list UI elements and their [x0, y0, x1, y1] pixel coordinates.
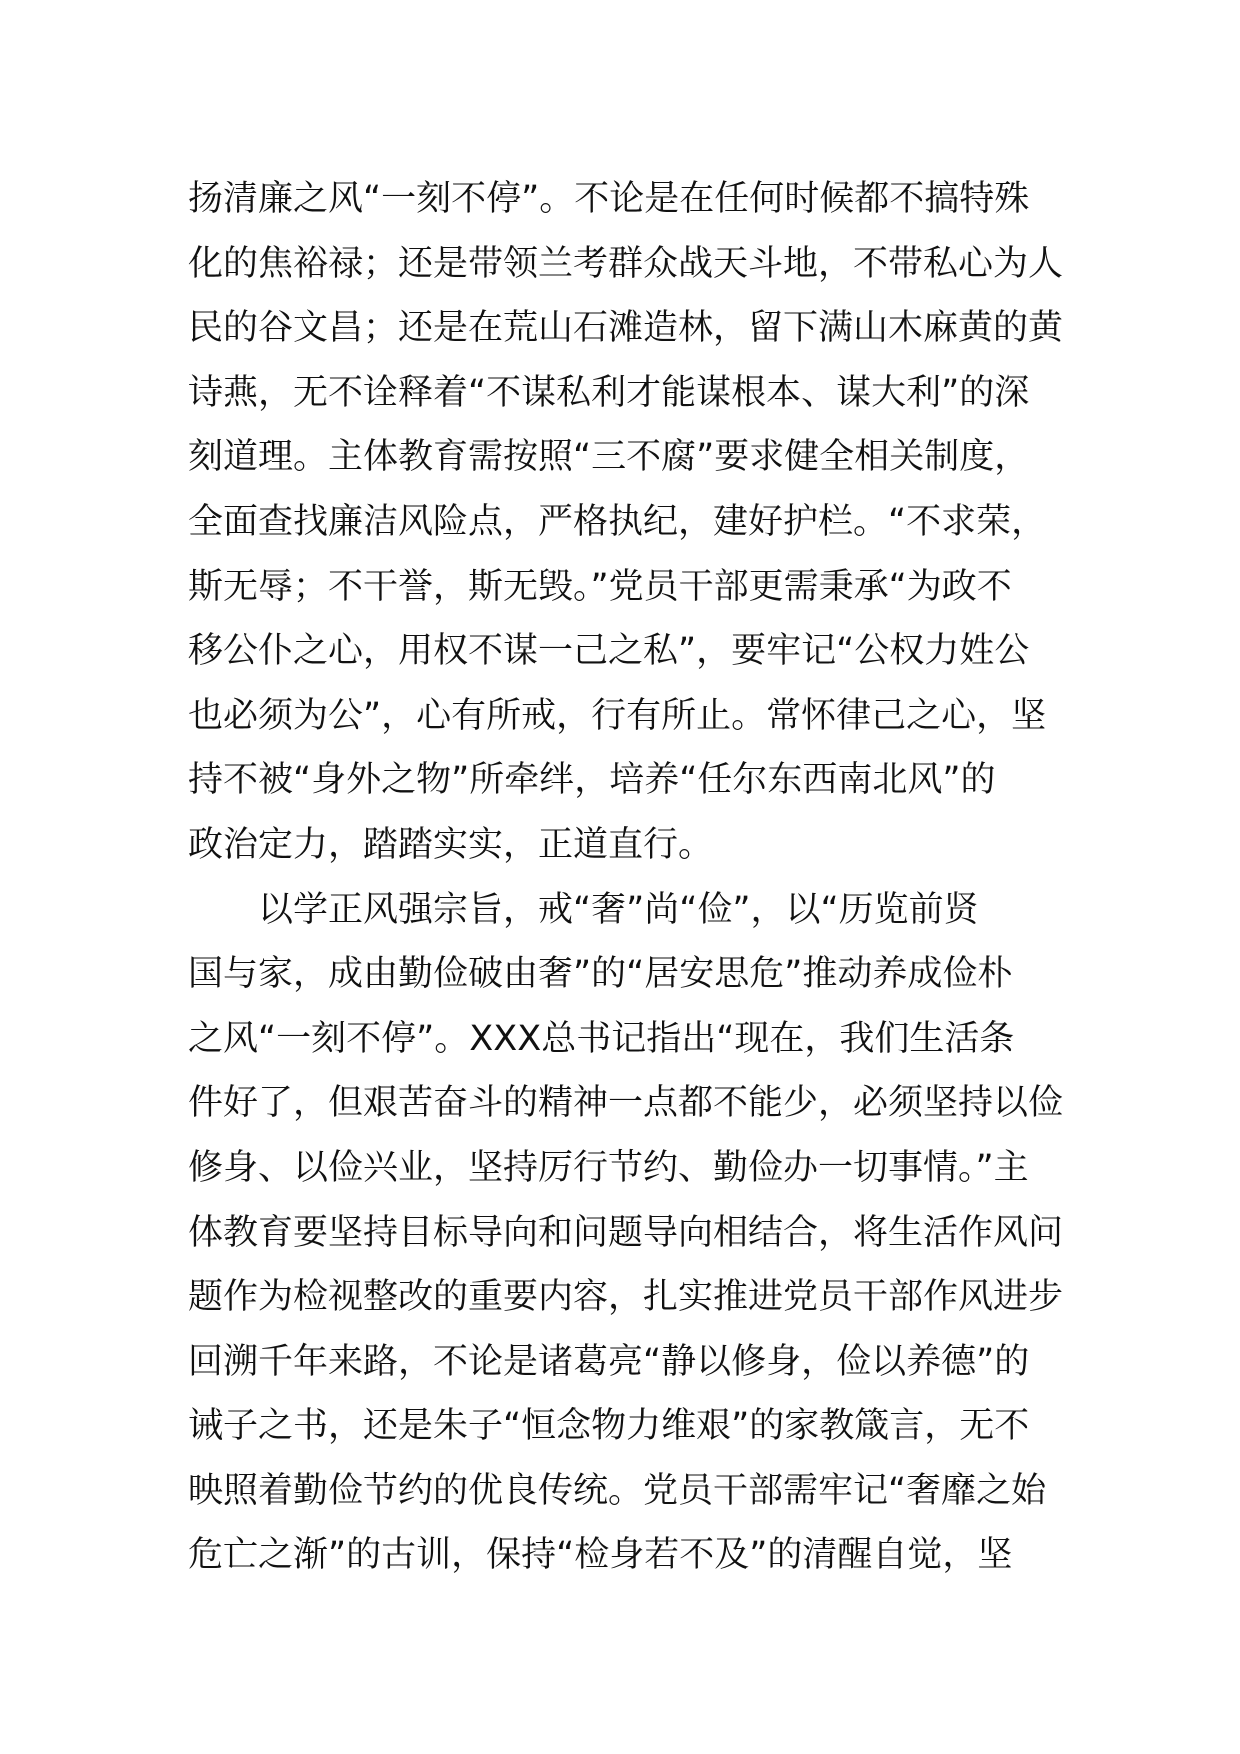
- body-text: [188, 167, 1064, 1588]
- text-line: 映照着勤俭节约的优良传统。党员干部需牢记“奢靡之始: [188, 1470, 1047, 1511]
- text-line: 体教育要坚持目标导向和问题导向相结合，将生活作风问: [188, 1212, 1064, 1253]
- text-line: 扬清廉之风“一刻不停”。不论是在任何时候都不搞特殊: [188, 179, 1030, 219]
- text-line: 国与家，成由勤俭破由奢”的“居安思危”推动养成俭朴: [188, 954, 1013, 995]
- text-line: 也必须为公”，心有所戒，行有所止。常怀律己之心，坚: [188, 695, 1047, 736]
- text-line: 化的焦裕禄；还是带领兰考群众战天斗地，不带私心为人: [188, 243, 1064, 284]
- text-line: 全面查找廉洁风险点，严格执纪，建好护栏。“不求荣，: [188, 501, 1047, 542]
- text-line: 持不被“身外之物”所牵绊，培养“任尔东西南北风”的: [188, 760, 996, 801]
- text-line: 诫子之书，还是朱子“恒念物力维艰”的家教箴言，无不: [188, 1406, 1030, 1447]
- text-line: 件好了，但艰苦奋斗的精神一点都不能少，必须坚持以俭: [188, 1083, 1064, 1124]
- text-line: 危亡之渐”的古训，保持“检身若不及”的清醒自觉，坚: [188, 1535, 1013, 1576]
- text-line: 刻道理。主体教育需按照“三不腐”要求健全相关制度，: [188, 437, 1030, 478]
- text-line: 斯无辱；不干誉，斯无毁。”党员干部更需秉承“为政不: [188, 566, 1012, 607]
- text-line: 民的谷文昌；还是在荒山石滩造林，留下满山木麻黄的黄: [188, 308, 1064, 349]
- text-line: 移公仆之心，用权不谋一己之私”，要牢记“公权力姓公: [188, 631, 1030, 672]
- text-line: 题作为检视整改的重要内容，扎实推进党员干部作风进步: [188, 1277, 1064, 1318]
- text-line: 修身、以俭兴业，坚持厉行节约、勤俭办一切事情。”主: [188, 1147, 1029, 1188]
- text-line: 之风“一刻不停”。XXX总书记指出“现在，我们生活条: [188, 1018, 1015, 1059]
- text-line: 回溯千年来路，不论是诸葛亮“静以修身，俭以养德”的: [188, 1341, 1030, 1382]
- paragraph-first-line: 以学正风强宗旨，戒“奢”尚“俭”，以“历览前贤: [258, 889, 979, 930]
- text-line: 诗燕，无不诠释着“不谋私利才能谋根本、谋大利”的深: [188, 372, 1030, 413]
- text-line: 政治定力，踏踏实实，正道直行。: [188, 824, 714, 865]
